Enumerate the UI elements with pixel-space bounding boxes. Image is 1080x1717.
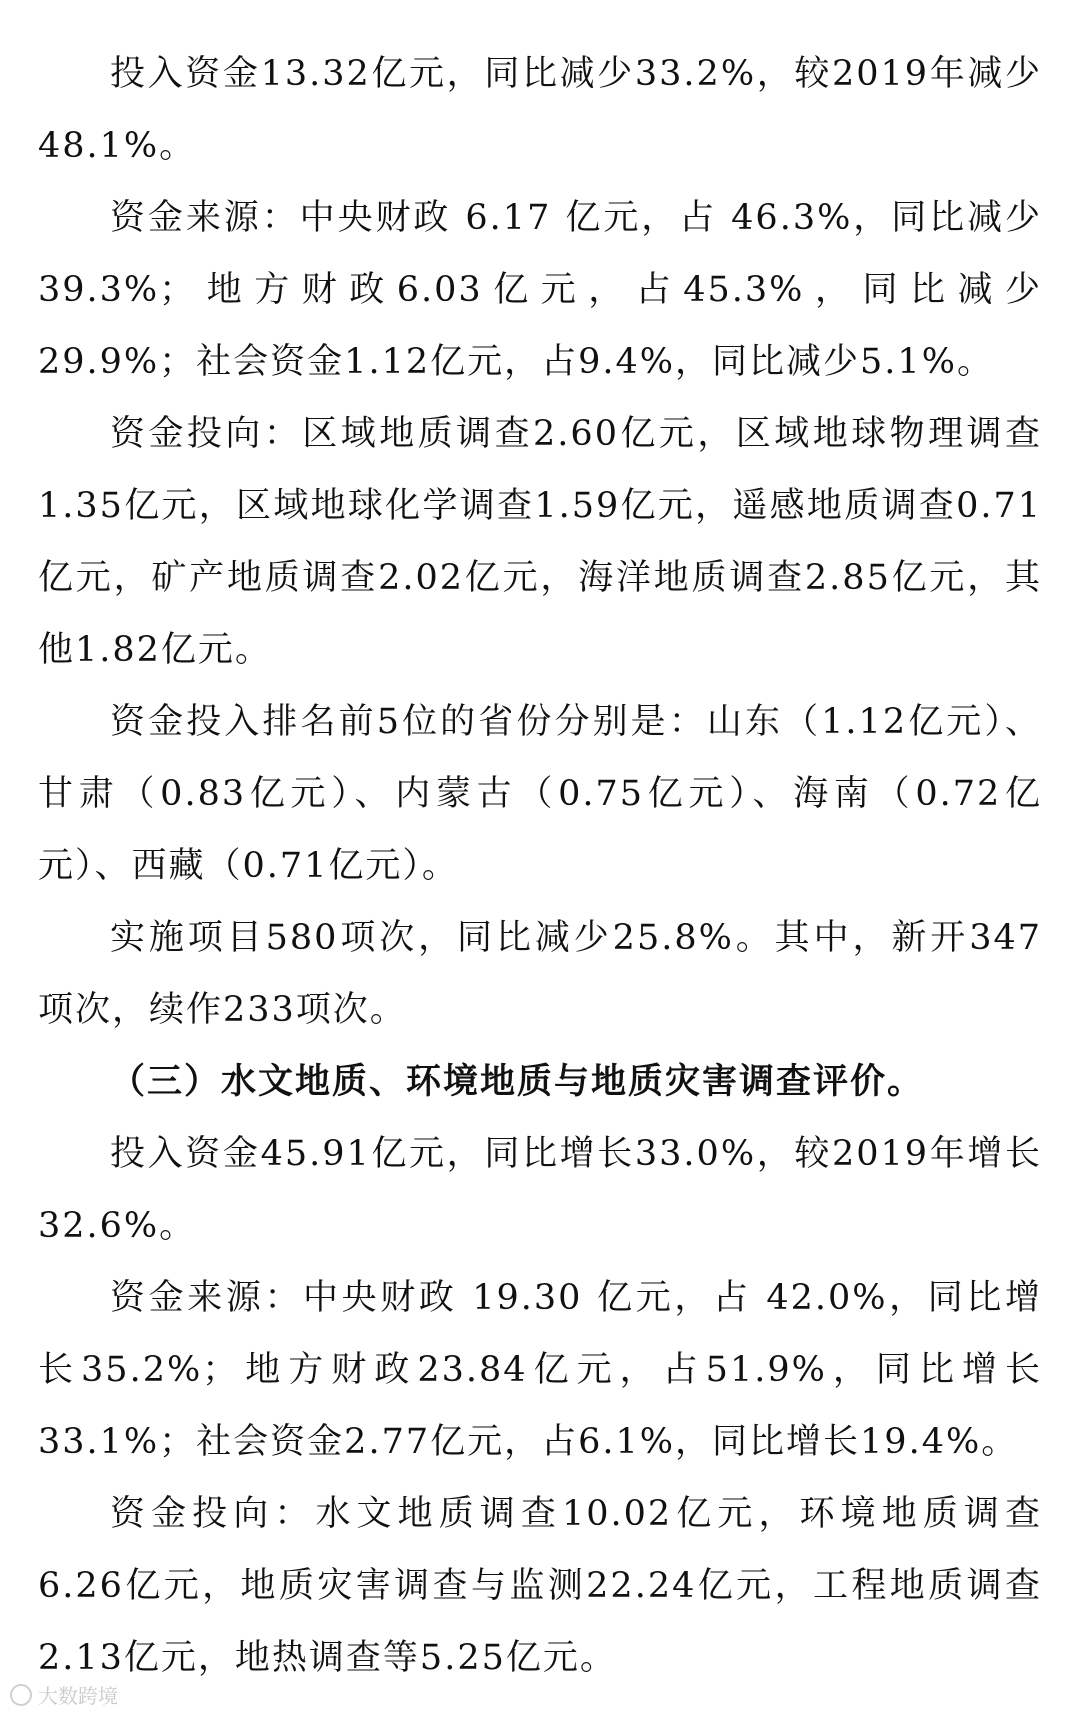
paragraph-funding-allocation-2: 资金投向：水文地质调查10.02亿元，环境地质调查6.26亿元，地质灾害调查与监测22.24亿元，工程地质调查2.13亿元，地热调查等5.25亿元。 xyxy=(38,1494,1042,1678)
paragraph-funding-sources-2: 资金来源：中央财政 19.30 亿元，占 42.0%，同比增长35.2%；地方财政23.84亿元，占51.9%，同比增长33.1%；社会资金2.77亿元，占6.1%，同比增长19.4%。 xyxy=(38,1278,1042,1462)
paragraph-investment: 投入资金13.32亿元，同比减少33.2%，较2019年减少48.1%。 xyxy=(38,54,1042,166)
paragraph-investment-2: 投入资金45.91亿元，同比增长33.0%，较2019年增长32.6%。 xyxy=(38,1134,1042,1246)
paragraph-projects: 实施项目580项次，同比减少25.8%。其中，新开347项次，续作233项次。 xyxy=(38,918,1042,1030)
paragraph-funding-allocation: 资金投向：区域地质调查2.60亿元，区域地球物理调查1.35亿元，区域地球化学调查1.59亿元，遥感地质调查0.71亿元，矿产地质调查2.02亿元，海洋地质调查2.85亿元，其他1.82亿元。 xyxy=(38,414,1042,670)
paragraph-funding-sources: 资金来源：中央财政 6.17 亿元，占 46.3%，同比减少39.3%；地方财政6.03亿元，占45.3%，同比减少29.9%；社会资金1.12亿元，占9.4%，同比减少5.1%。 xyxy=(38,198,1042,382)
section-heading: （三）水文地质、环境地质与地质灾害调查评价。 xyxy=(110,1062,925,1102)
watermark xyxy=(10,1680,118,1709)
paragraph-top-provinces: 资金投入排名前5位的省份分别是：山东（1.12亿元）、甘肃（0.83亿元）、内蒙古（0.75亿元）、海南（0.72亿元）、西藏（0.71亿元）。 xyxy=(38,702,1042,886)
document-page xyxy=(38,38,1042,1694)
watermark-text: 大数跨境 xyxy=(38,1684,118,1708)
watermark-logo-icon xyxy=(10,1684,32,1706)
